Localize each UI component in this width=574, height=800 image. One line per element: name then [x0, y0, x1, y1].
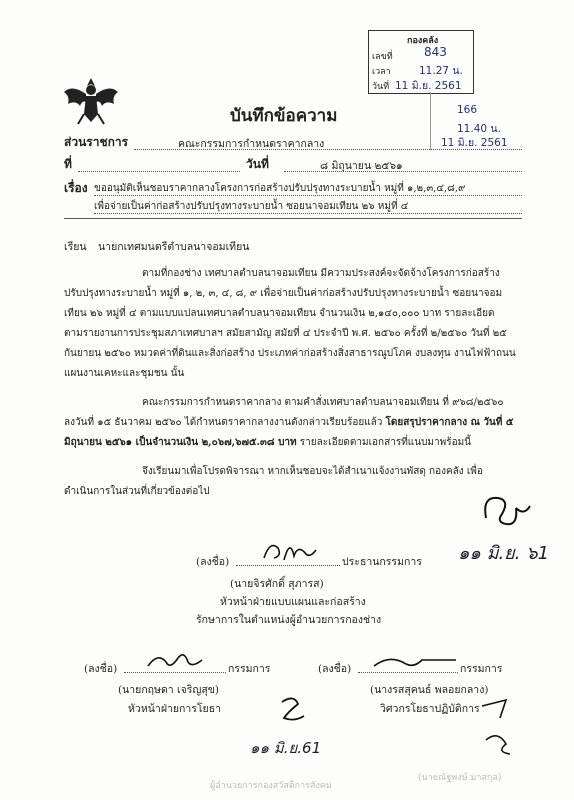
header-divider	[64, 218, 522, 219]
m1-name: (นายกฤษดา เจริญสุข)	[118, 684, 220, 696]
p1-line-2: ปรับปรุงทางระบายน้ำ หมู่ที่ ๑, ๒, ๓, ๔, ๘, ๙ เพื่อจ่ายเป็นค่าก่อสร้างปรับปรุงทางระบายน้ำ ซอยนาจอม	[64, 288, 503, 299]
p1-line-1: ตามที่กองช่าง เทศบาลตำบลนาจอมเทียน มีความประสงค์จะจัดจ้างโครงการก่อสร้าง	[142, 268, 500, 279]
p2-line-2	[64, 415, 513, 430]
m2-signature	[370, 652, 460, 672]
stamp-date-label: วันที่	[372, 82, 390, 92]
chair-signature	[260, 536, 320, 566]
p2-line-3-text: รายละเอียดตามเอกสารที่แนบมาพร้อมนี้	[296, 437, 472, 448]
p1-line-4: ตามรายงานการประชุมสภาเทศบาลฯ สมัยสามัญ สมัยที่ ๔ ประจำปี พ.ศ. ๒๕๖๐ ครั้งที่ ๒/๒๕๖๐ วันที่ ๒๕	[64, 328, 507, 339]
second-receipt-stamp	[430, 92, 529, 150]
date-label: วันที่	[246, 157, 269, 171]
subject-underline-1	[94, 195, 522, 196]
handwritten-date: ๑๑ มิ.ย.61	[250, 739, 322, 757]
m1-position: หัวหน้าฝ่ายการโยธา	[128, 703, 222, 715]
m2-role: กรรมการ	[460, 663, 503, 675]
chair-position-2: รักษาการในตำแหน่งผู้อำนวยการกองช่าง	[196, 614, 382, 626]
chair-role: ประธานกรรมการ	[342, 556, 422, 568]
footer-faint-right: (นายณัฐพงษ์ มาสกุล)	[418, 773, 502, 783]
chair-sign-label: (ลงชื่อ)	[196, 556, 230, 568]
agency-value: คณะกรรมการกำหนดราคากลาง	[178, 138, 325, 150]
p2-line-3-bold: มิถุนายน ๒๕๖๑ เป็นจำนวนเงิน ๒,๐๖๗,๖๗๕.๓๘ บาท	[64, 437, 297, 448]
garuda-emblem-icon	[62, 74, 120, 126]
salutation-value: นายกเทศมนตรีตำบลนาจอมเทียน	[98, 241, 250, 253]
m2-name: (นางรสสุคนธ์ พลอยกลาง)	[370, 684, 489, 696]
finance-receipt-stamp	[368, 30, 474, 94]
p2-line-1: คณะกรรมการกำหนดราคากลาง ตามคำสั่งเทศบาลตำบลนาจอมเทียน ที่ ๙๖๘/๒๕๖๐	[142, 397, 504, 408]
stamp-date-value: 11 มิ.ย. 2561	[395, 80, 462, 92]
subject-line-2: เพื่อจ่ายเป็นค่าก่อสร้างปรับปรุงทางระบายน้ำ ซอยนาจอมเทียน ๒๖ หมู่ที่ ๔	[94, 201, 409, 212]
p1-line-6: แผนงานเคหะและชุมชน นั้น	[64, 368, 185, 379]
p1-line-3: เทียน ๒๖ หมู่ที่ ๔ ตามแบบแปลนเทศบาลตำบลนาจอมเทียน จำนวนเงิน ๒,๑๔๐,๐๐๐ บาท รายละเอียด	[64, 308, 495, 319]
margin-approval-signature	[476, 488, 536, 538]
salutation-label: เรียน	[64, 241, 87, 253]
m2-sign-line	[358, 672, 458, 673]
subject-label: เรื่อง	[64, 181, 88, 195]
p3-line-1: จึงเรียนมาเพื่อโปรดพิจารณา หากเห็นชอบจะได้สำเนาแจ้งงานพัสดุ กองคลัง เพื่อ	[142, 466, 483, 477]
stamp-no-value: 843	[424, 45, 447, 59]
stamp-time-label: เวลา	[372, 67, 391, 77]
subject-underline-2	[94, 213, 522, 214]
m1-role: กรรมการ	[228, 663, 271, 675]
ref-label: ที่	[64, 157, 72, 171]
date-value: ๘ มิถุนายน ๒๕๖๑	[320, 160, 403, 172]
agency-label: ส่วนราชการ	[64, 135, 129, 149]
m2-position: วิศวกรโยธาปฏิบัติการ	[380, 703, 480, 715]
middle-signature	[274, 692, 310, 728]
p1-line-5: กันยายน ๒๕๖๐ หมวดค่าที่ดินและสิ่งก่อสร้าง ประเภทค่าก่อสร้างสิ่งสาธารณูปโภค งบลงทุน งานไฟฟ้าถนน	[64, 348, 516, 359]
footer-faint-left: ผู้อำนวยการกองสวัสดิการสังคม	[210, 781, 332, 791]
memo-title: บันทึกข้อความ	[230, 106, 338, 126]
m1-sign-label: (ลงชื่อ)	[84, 663, 118, 675]
bottom-right-initials	[476, 692, 516, 762]
m1-signature	[144, 648, 204, 674]
p2-line-2-text: ลงวันที่ ๑๕ ธันวาคม ๒๕๖๐ ได้กำหนดราคากลางงานดังกล่าวเรียบร้อยแล้ว	[64, 417, 386, 428]
stamp-time-value: 11.27 น.	[419, 65, 463, 77]
ref-line	[78, 171, 240, 172]
chair-position-1: หัวหน้าฝ่ายแบบแผนและก่อสร้าง	[220, 596, 366, 608]
p2-line-3	[64, 435, 471, 450]
p2-line-2-bold: โดยสรุปราคากลาง ณ วันที่ ๕	[385, 417, 514, 428]
stamp2-no-value: 166	[457, 104, 478, 116]
m2-sign-label: (ลงชื่อ)	[318, 663, 352, 675]
stamp2-date-value: 11 มิ.ย. 2561	[441, 137, 508, 149]
chair-name: (นายจิรศักดิ์ สุภารส)	[230, 578, 324, 590]
stamp-office: กองคลัง	[407, 36, 439, 46]
margin-date-handwritten: ๑๑ มิ.ย. ๖1	[458, 543, 550, 564]
stamp-no-label: เลขที่	[372, 52, 393, 62]
p3-line-2: ดำเนินการในส่วนที่เกี่ยวข้องต่อไป	[64, 486, 210, 497]
subject-line-1: ขออนุมัติเห็นชอบราคากลางโครงการก่อสร้างปรับปรุงทางระบายน้ำ หมู่ที่ ๑,๒,๓,๔,๘,๙	[94, 183, 466, 194]
stamp2-time-value: 11.40 น.	[457, 123, 501, 135]
